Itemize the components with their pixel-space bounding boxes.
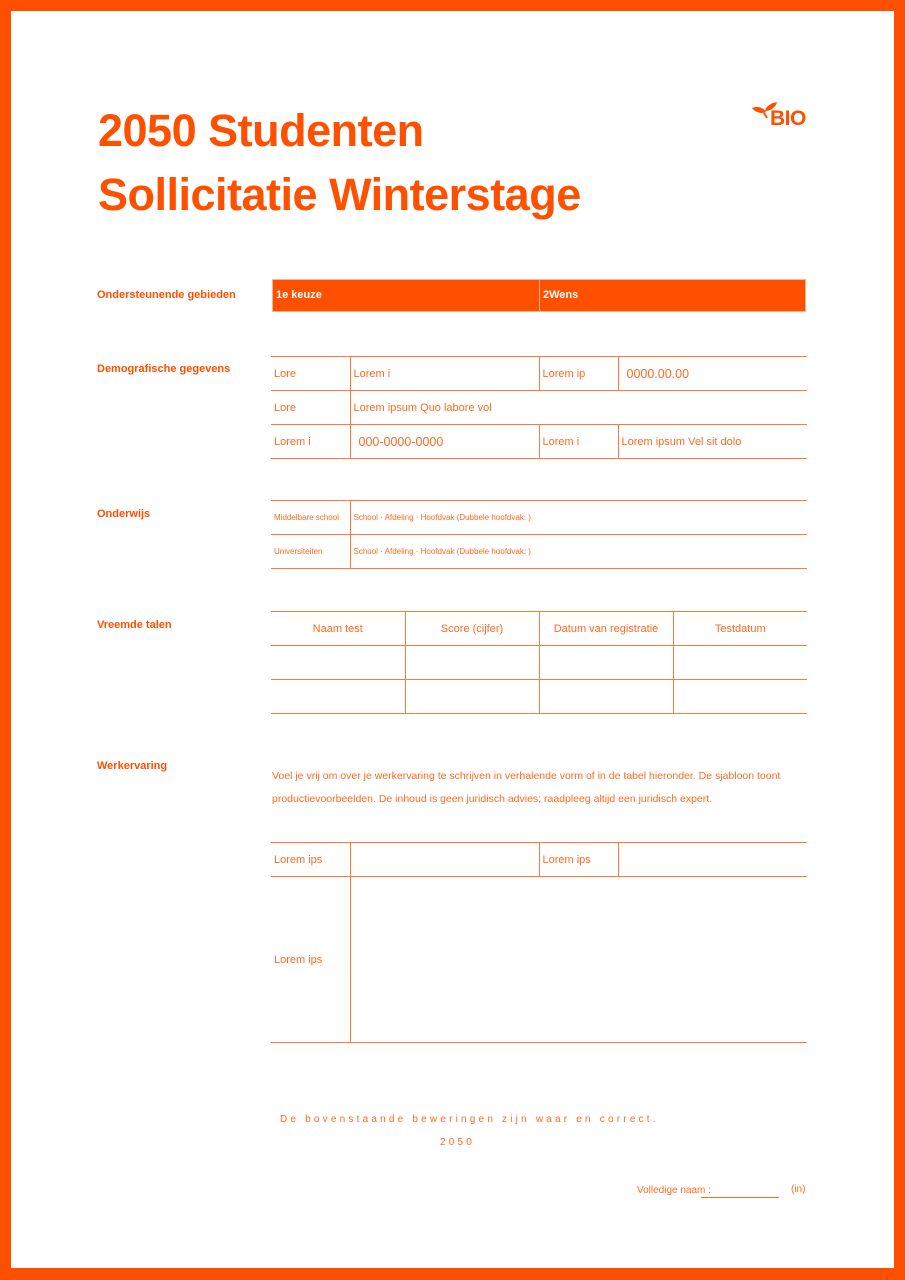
phone-field[interactable]: 000-0000-0000 (350, 425, 539, 459)
signature-input-line[interactable] (701, 1197, 779, 1198)
field-label: Lorem ips (539, 843, 618, 877)
field-label: Middelbare school (271, 501, 350, 535)
column-header: Score (cijfer) (405, 612, 539, 646)
table-row (271, 646, 807, 680)
table-cell[interactable] (405, 680, 539, 714)
table-row (271, 843, 807, 877)
table-row (271, 680, 807, 714)
section-label-education: Onderwijs (97, 508, 151, 520)
column-header: Testdatum (673, 612, 807, 646)
brand-logo (751, 99, 811, 135)
languages-table (271, 611, 807, 714)
date-field[interactable]: 0000.00.00 (618, 357, 807, 391)
signature-suffix: (in) (791, 1184, 806, 1195)
title-line-2: Sollicitatie Winterstage (98, 169, 581, 220)
work-description: Voel je vrij om over je werkervaring te schrijven in verhalende vorm of in de tabel hieronder. De sjabloon toont productievoorbeelden. De inhoud is geen juridisch advies; raadpleeg altijd een juridisch expert. (272, 770, 781, 805)
field-value[interactable]: Lorem ipsum Quo labore vol (350, 391, 807, 425)
work-detail-field[interactable] (350, 877, 807, 1043)
section-label-work: Werkervaring (97, 760, 168, 772)
table-row (271, 535, 807, 569)
column-header: Datum van registratie (539, 612, 673, 646)
field-label: Universiteiten (271, 535, 350, 569)
table-row (271, 425, 807, 459)
field-label: Lorem ips (271, 843, 350, 877)
table-row (271, 391, 807, 425)
field-value[interactable]: School · Afdeling · Hoofdvak (Dubbele hoofdvak: ) (350, 535, 807, 569)
table-row (271, 877, 807, 1043)
table-header-row (271, 612, 807, 646)
signature-label: Volledige naam : (637, 1185, 711, 1196)
table-cell[interactable] (405, 646, 539, 680)
section-label-languages: Vreemde talen (97, 619, 172, 631)
title-line-1: 2050 Studenten (98, 105, 424, 156)
section-label-demographics: Demografische gegevens (97, 363, 231, 375)
page-title (98, 99, 581, 227)
second-wish-field[interactable]: 2Wens (543, 289, 579, 301)
field-label: Lore (271, 357, 350, 391)
field-value[interactable]: Lorem i (350, 357, 539, 391)
declaration-year: 2050 (440, 1137, 476, 1148)
document-page (11, 11, 894, 1268)
logo-text: BIO (770, 107, 806, 130)
table-cell[interactable] (539, 680, 673, 714)
support-choice-bar (272, 279, 806, 312)
table-cell[interactable] (539, 646, 673, 680)
table-row (271, 357, 807, 391)
field-value[interactable] (350, 843, 539, 877)
field-label: Lorem ips (271, 877, 350, 1043)
field-value[interactable]: School · Afdeling · Hoofdvak (Dubbele hoofdvak: ) (350, 501, 807, 535)
field-label: Lorem i (271, 425, 350, 459)
table-row (271, 501, 807, 535)
work-experience-table (271, 842, 807, 1043)
field-label: Lore (271, 391, 350, 425)
field-value[interactable]: Lorem ipsum Vel sit dolo (618, 425, 807, 459)
column-header: Naam test (271, 612, 405, 646)
table-cell[interactable] (673, 680, 807, 714)
first-choice-field[interactable]: 1e keuze (273, 280, 540, 311)
field-label: Lorem ip (539, 357, 618, 391)
table-cell[interactable] (673, 646, 807, 680)
section-label-support: Ondersteunende gebieden (97, 289, 236, 301)
table-cell[interactable] (271, 680, 405, 714)
demographics-table (271, 356, 807, 459)
declaration-text: De bovenstaande beweringen zijn waar en correct. (280, 1114, 659, 1125)
table-cell[interactable] (271, 646, 405, 680)
field-value[interactable] (618, 843, 807, 877)
education-table (271, 500, 807, 569)
field-label: Lorem i (539, 425, 618, 459)
